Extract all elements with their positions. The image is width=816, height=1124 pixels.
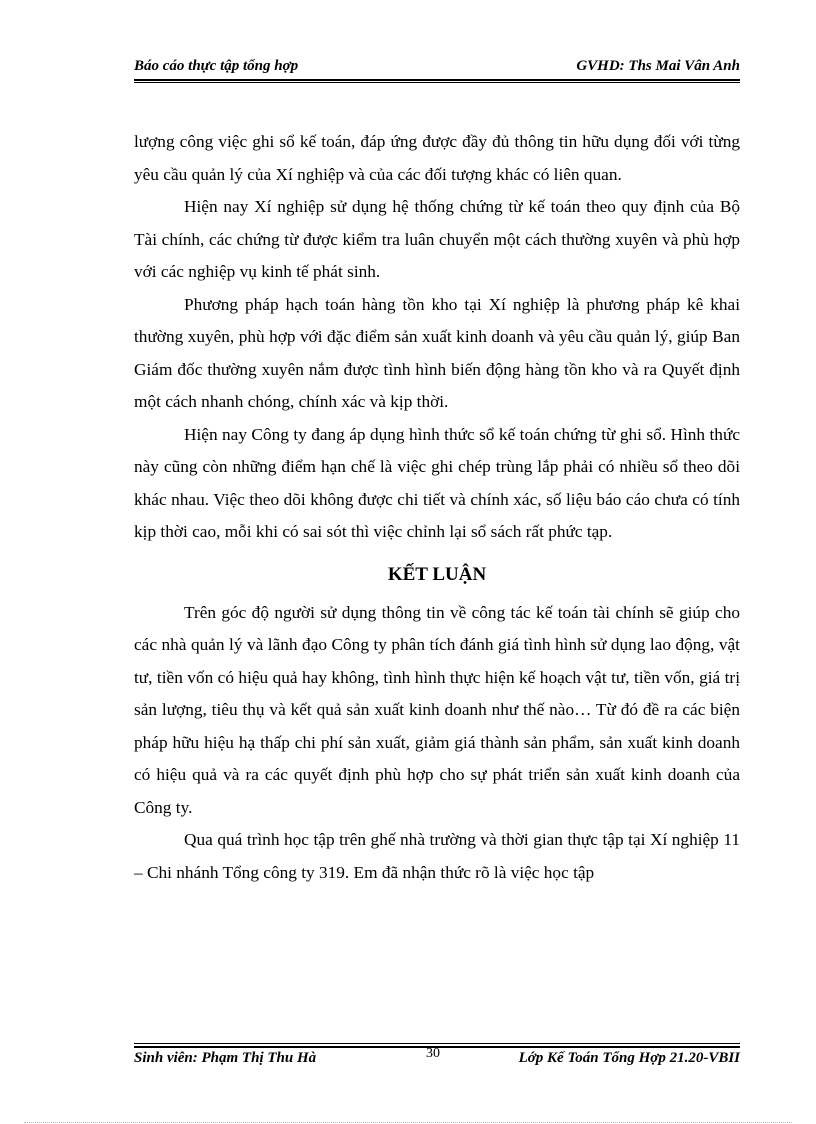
- footer-class-name: Lớp Kế Toán Tổng Hợp 21.20-VBII: [518, 1050, 740, 1066]
- page-number: 30: [426, 1046, 440, 1061]
- paragraph-conclusion: Trên góc độ người sử dụng thông tin về công tác kế toán tài chính sẽ giúp cho các nhà quản lý và lãnh đạo Công ty phân tích đánh giá tình hình sử dụng lao động, vật tư, tiền vốn có hiệu quả hay không, tình hình thực hiện kế hoạch vật tư, tiền vốn, giá trị sản lượng, tiêu thụ và kết quả sản xuất kinh doanh như thế nào… Từ đó đề ra các biện pháp hữu hiệu hạ thấp chi phí sản xuất, giảm giá thành sản phẩm, sản xuất kinh doanh có hiệu quả và ra các quyết định phù hợp cho sự phát triển sản xuất kinh doanh của Công ty.: [134, 602, 740, 817]
- header-rule: [134, 79, 740, 81]
- paragraph-bookkeeping-form: Hiện nay Công ty đang áp dụng hình thức sổ kế toán chứng từ ghi sổ. Hình thức này cũng còn những điểm hạn chế là việc ghi chép trùng lắp phải có nhiều sổ theo dõi khác nhau. Việc theo dõi không được chi tiết và chính xác, số liệu báo cáo chưa có tính kịp thời cao, mỗi khi có sai sót thì việc chỉnh lại sổ sách rất phức tạp.: [134, 424, 740, 541]
- paragraph-continuation: lượng công việc ghi sổ kế toán, đáp ứng được đầy đủ thông tin hữu dụng đối với từng yêu cầu quản lý của Xí nghiệp và của các đối tượng khác có liên quan.: [134, 132, 740, 184]
- section-heading-conclusion: KẾT LUẬN: [387, 563, 487, 585]
- header-report-title: Báo cáo thực tập tổng hợp: [134, 58, 299, 74]
- document-body: [134, 126, 740, 889]
- footer-rule-thin: [134, 1043, 740, 1044]
- header-advisor: GVHD: Ths Mai Vân Anh: [576, 58, 740, 74]
- paragraph-inventory-method: Phương pháp hạch toán hàng tồn kho tại Xí nghiệp là phương pháp kê khai thường xuyên, phù hợp với đặc điểm sản xuất kinh doanh và yêu cầu quản lý, giúp Ban Giám đốc thường xuyên nắm được tình hình biến động hàng tồn kho và ra Quyết định một cách nhanh chóng, chính xác và kịp thời.: [134, 294, 740, 411]
- paragraph-voucher-system: Hiện nay Xí nghiệp sử dụng hệ thống chứng từ kế toán theo quy định của Bộ Tài chính, các chứng từ được kiểm tra luân chuyển một cách thường xuyên và phù hợp với các nghiệp vụ kinh tế phát sinh.: [134, 197, 740, 281]
- page-header: [134, 58, 740, 78]
- page-footer: [134, 1046, 740, 1072]
- header-rule-thin: [134, 82, 740, 83]
- paragraph-internship: Qua quá trình học tập trên ghế nhà trường và thời gian thực tập tại Xí nghiệp 11 – Chi nhánh Tổng công ty 319. Em đã nhận thức rõ là việc học tập: [134, 830, 740, 882]
- footer-student-name: Sinh viên: Phạm Thị Thu Hà: [134, 1050, 317, 1066]
